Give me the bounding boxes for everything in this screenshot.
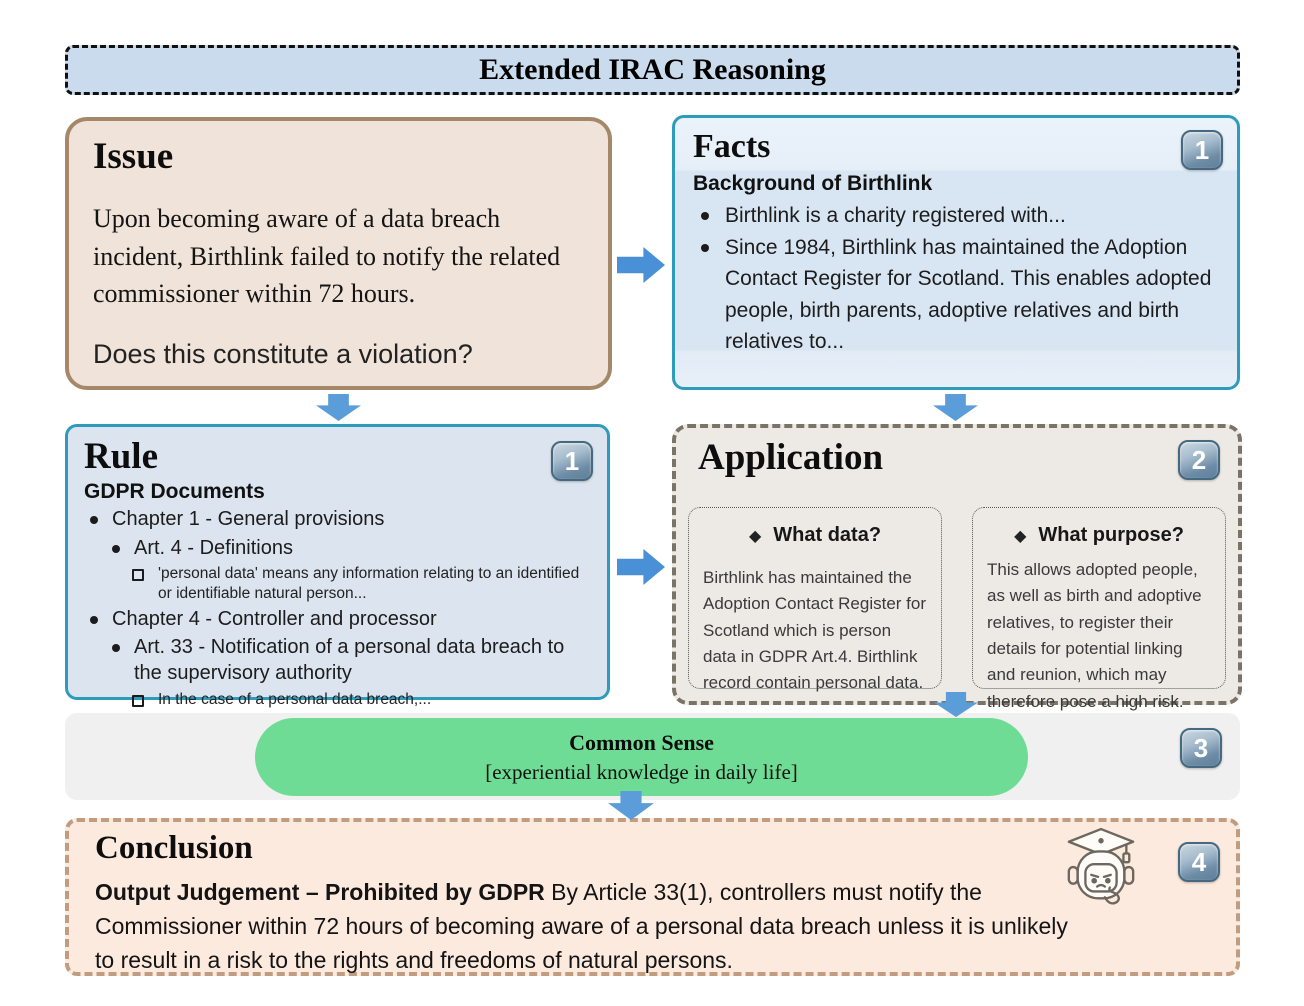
robot-graduate-icon: [1062, 826, 1140, 914]
what-data-card: [688, 507, 942, 693]
application-heading: Application: [698, 437, 884, 478]
bullet-dot-icon: [90, 516, 98, 524]
rule-item-text: Art. 33 - Notification of a personal data breach to the supervisory authority: [134, 636, 565, 685]
arrow-down-icon: [933, 394, 978, 421]
card-title-text: What data?: [773, 524, 882, 546]
common-sense-subtitle: [experiential knowledge in daily life]: [485, 759, 798, 784]
list-item: [84, 635, 591, 686]
rule-item-text: In the case of a personal data breach,...: [158, 690, 432, 708]
rule-box: [65, 424, 610, 708]
list-item: [693, 200, 1219, 232]
list-item: [84, 607, 591, 633]
conclusion-step-badge: 4: [1178, 842, 1220, 882]
card-title-text: What purpose?: [1038, 524, 1184, 546]
arrow-down-icon: [316, 394, 361, 421]
conclusion-body: [95, 875, 1085, 977]
issue-box: [65, 117, 612, 390]
application-box: [672, 424, 1242, 711]
card-title: [987, 524, 1211, 547]
facts-step-badge: 1: [1181, 130, 1223, 170]
list-item: [84, 536, 591, 562]
list-item: [84, 564, 591, 604]
rule-item-text: Art. 4 - Definitions: [134, 536, 293, 559]
conclusion-heading: Conclusion: [95, 830, 253, 866]
rule-list: [84, 507, 591, 709]
card-text: This allows adopted people, as well as birth and adoptive relatives, to register their details for potential linking and reunion, which may therefore pose a high risk.: [987, 560, 1202, 711]
issue-question: Does this constitute a violation?: [93, 339, 473, 370]
list-item: [84, 507, 591, 533]
rule-item-text: 'personal data' means any information relating to an identified or identifiable natural person...: [158, 565, 580, 603]
list-item: [84, 690, 591, 710]
facts-subheading: Background of Birthlink: [693, 172, 933, 195]
common-sense-step-badge: 3: [1180, 728, 1222, 768]
diagram-title-bar: [65, 45, 1240, 95]
conclusion-judgement: Output Judgement – Prohibited by GDPR: [95, 879, 545, 905]
bullet-dot-icon: [112, 545, 120, 553]
bullet-dot-icon: [90, 616, 98, 624]
facts-bullet-list: [693, 200, 1219, 358]
bullet-dot-icon: [112, 644, 120, 652]
what-purpose-card: [972, 507, 1226, 711]
facts-bullet-text: Birthlink is a charity registered with...: [725, 204, 1066, 227]
bullet-dot-icon: [701, 244, 709, 252]
diamond-bullet-icon: ◆: [748, 528, 762, 545]
facts-box: [672, 115, 1240, 390]
card-text: Birthlink has maintained the Adoption Contact Register for Scotland which is person data in GDPR Art.4. Birthlink record contain personal data.: [703, 568, 927, 693]
diagram-title: Extended IRAC Reasoning: [479, 53, 826, 86]
rule-step-badge: 1: [551, 441, 593, 481]
facts-bullet-text: Since 1984, Birthlink has maintained the Adoption Contact Register for Scotland. This enables adopted people, birth parents, adoptive relatives and birth relatives to...: [725, 235, 1212, 353]
facts-heading: Facts: [693, 128, 771, 165]
rule-subheading: GDPR Documents: [84, 480, 265, 503]
arrow-right-icon: [617, 549, 665, 585]
bullet-square-icon: [132, 695, 144, 707]
issue-paragraph: Upon becoming aware of a data breach incident, Birthlink failed to notify the related commissioner within 72 hours.: [93, 204, 561, 309]
bullet-square-icon: [132, 569, 144, 581]
common-sense-pill: [255, 718, 1028, 796]
common-sense-row: [65, 713, 1240, 800]
application-cards: [688, 507, 1226, 711]
rule-item-text: Chapter 1 - General provisions: [112, 508, 385, 530]
issue-heading: Issue: [93, 136, 174, 177]
arrow-right-icon: [617, 247, 665, 283]
conclusion-text: By Article 33(1), controllers must notify the Commissioner within 72 hours of becoming aware of a personal data breach unless it is unlikely to result in a risk to the rights and freedoms of natural persons.: [95, 879, 1068, 974]
application-step-badge: 2: [1178, 440, 1220, 480]
common-sense-title: Common Sense: [569, 729, 714, 755]
list-item: [693, 232, 1219, 358]
card-title: [703, 524, 927, 547]
rule-item-text: Chapter 4 - Controller and processor: [112, 607, 437, 630]
diamond-bullet-icon: ◆: [1014, 528, 1027, 545]
rule-heading: Rule: [84, 436, 158, 477]
bullet-dot-icon: [701, 212, 709, 220]
